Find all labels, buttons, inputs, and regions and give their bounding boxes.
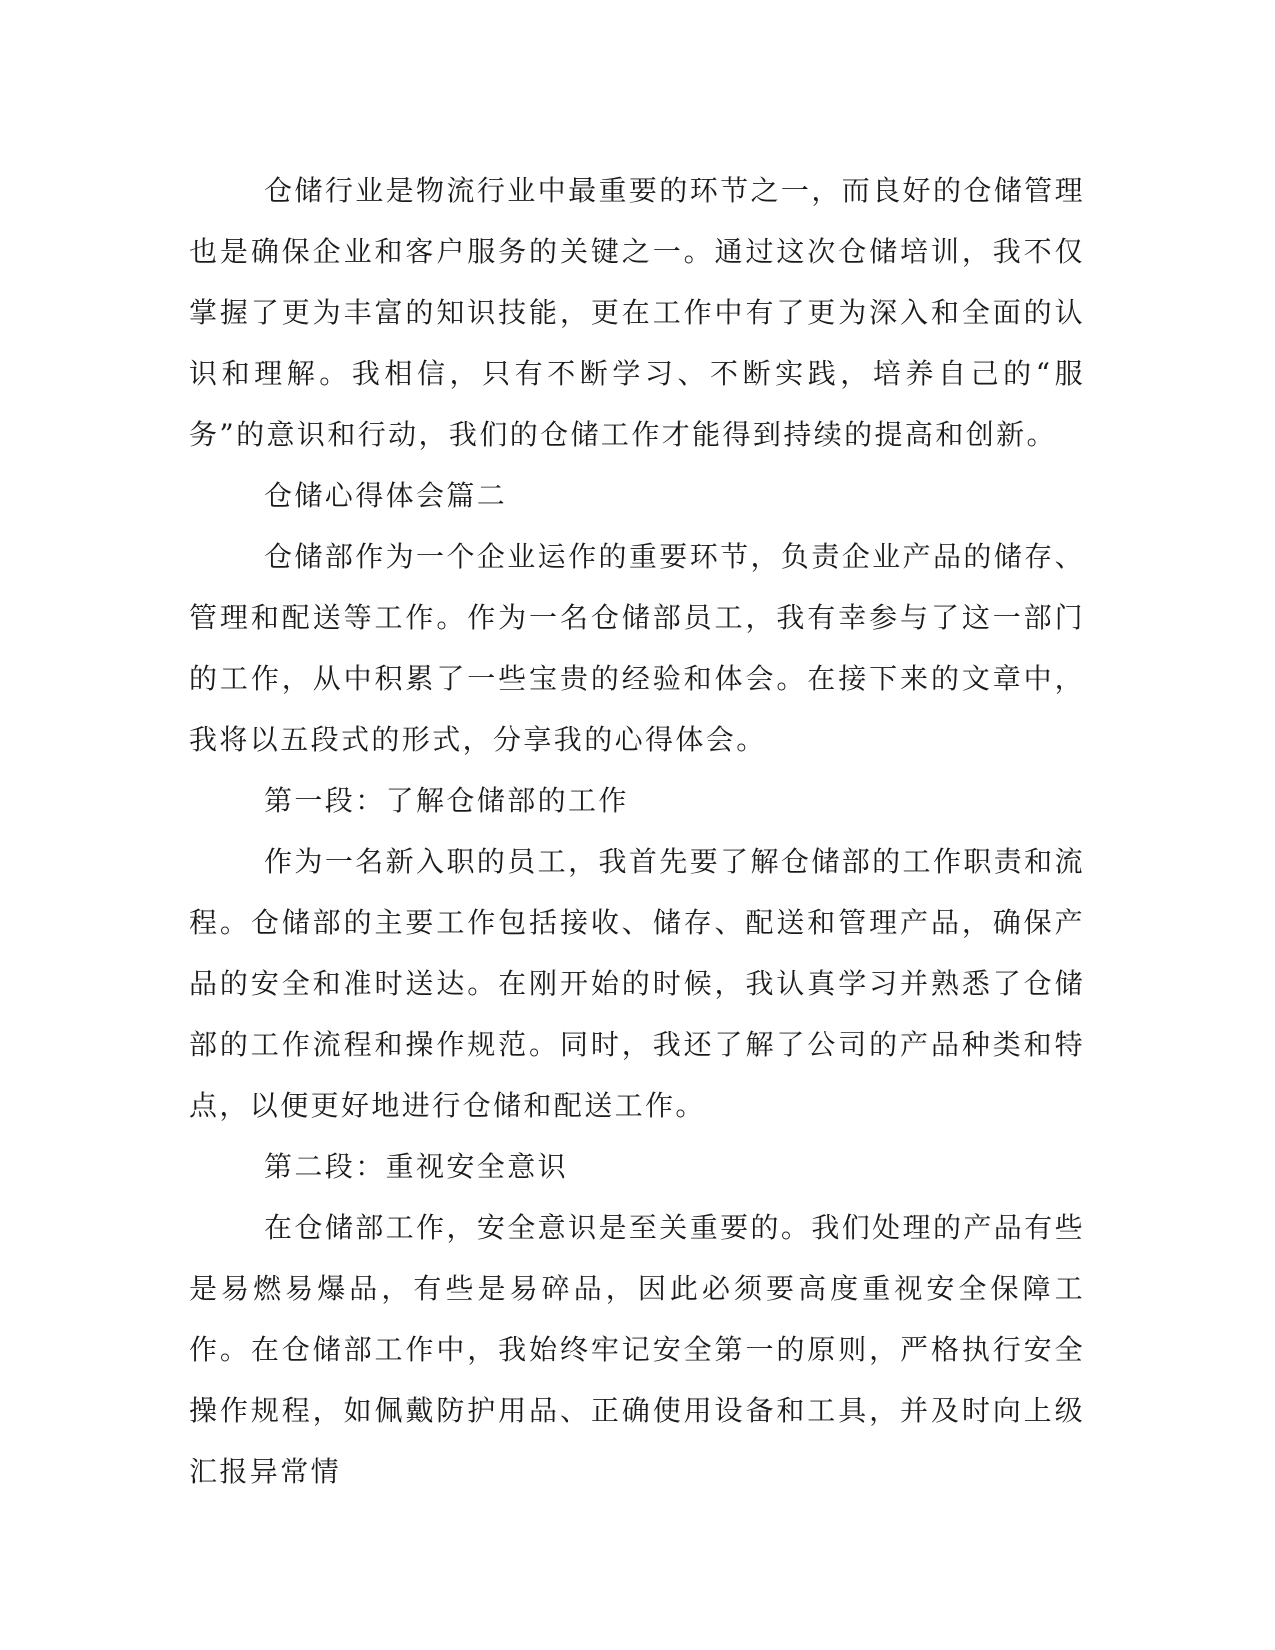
paragraph-section-one: 作为一名新入职的员工，我首先要了解仓储部的工作职责和流程。仓储部的主要工作包括接收、储存、配送和管理产品，确保产品的安全和准时送达。在刚开始的时候，我认真学习并熟悉了仓储部的工作流程和操作规范。同时，我还了解了公司的产品种类和特点，以便更好地进行仓储和配送工作。 bbox=[189, 845, 1085, 1122]
paragraph-section-two: 在仓储部工作，安全意识是至关重要的。我们处理的产品有些是易燃易爆品，有些是易碎品，因此必须要高度重视安全保障工作。在仓储部工作中，我始终牢记安全第一的原则，严格执行安全操作规程，如佩戴防护用品、正确使用设备和工具，并及时向上级汇报异常情 bbox=[189, 1211, 1085, 1488]
section-title-part-two: 仓储心得体会篇二 bbox=[264, 479, 508, 512]
section-heading-two: 第二段：重视安全意识 bbox=[264, 1150, 569, 1183]
section-heading-one: 第一段：了解仓储部的工作 bbox=[264, 784, 629, 817]
paragraph-part-two-intro: 仓储部作为一个企业运作的重要环节，负责企业产品的储存、管理和配送等工作。作为一名仓储部员工，我有幸参与了这一部门的工作，从中积累了一些宝贵的经验和体会。在接下来的文章中，我将以五段式的形式，分享我的心得体会。 bbox=[189, 540, 1085, 756]
document-body bbox=[189, 160, 1085, 1502]
paragraph-intro: 仓储行业是物流行业中最重要的环节之一，而良好的仓储管理也是确保企业和客户服务的关键之一。通过这次仓储培训，我不仅掌握了更为丰富的知识技能，更在工作中有了更为深入和全面的认识和理解。我相信，只有不断学习、不断实践，培养自己的“服务”的意识和行动，我们的仓储工作才能得到持续的提高和创新。 bbox=[189, 174, 1085, 451]
